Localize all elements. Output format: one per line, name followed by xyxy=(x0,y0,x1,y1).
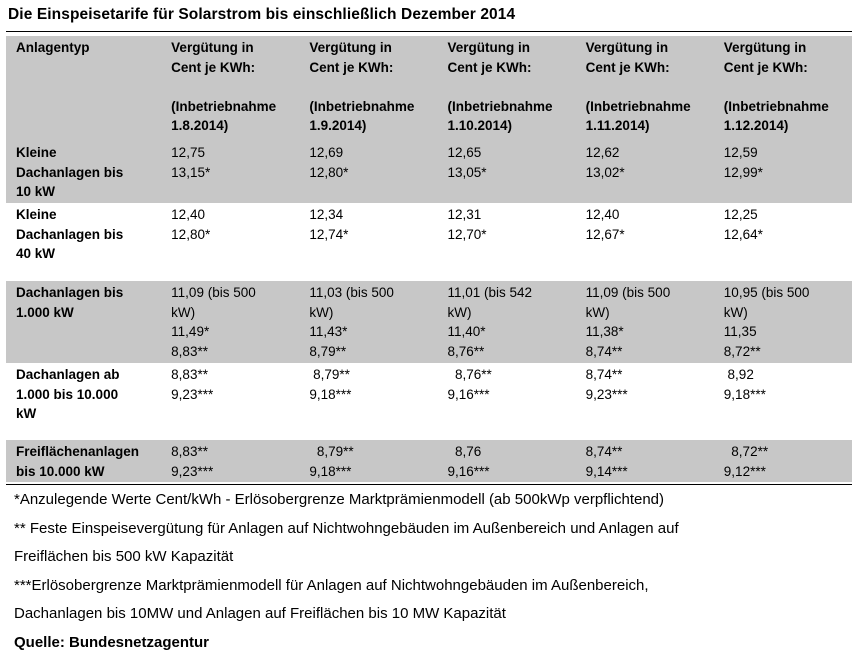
table-cell: 12,34 12,74* xyxy=(309,207,349,242)
row-label-freiflaechen: Freiflächenanlagen bis 10.000 kW xyxy=(16,444,140,479)
table-cell: 11,03 (bis 500 kW) 11,43* 8,79** xyxy=(309,285,394,359)
table-cell: 12,75 13,15* xyxy=(171,145,211,180)
table-cell: 12,65 13,05* xyxy=(447,145,487,180)
table-row xyxy=(6,363,852,440)
table-cell: 12,25 12,64* xyxy=(723,207,763,242)
header-col-sep: Vergütung in Cent je KWh: (Inbetriebnahme 1.9.2014) xyxy=(309,40,415,133)
row-label-kleine-10kw: Kleine Dachanlagen bis 10 kW xyxy=(16,145,124,199)
footnotes xyxy=(14,486,854,658)
page-title: Die Einspeisetarife für Solarstrom bis einschließlich Dezember 2014 xyxy=(8,6,516,23)
row-label-dach-1000kw: Dachanlagen bis 1.000 kW xyxy=(16,285,124,320)
table-cell: 10,95 (bis 500 kW) 11,35 8,72** xyxy=(723,285,810,359)
table-row xyxy=(6,141,852,203)
footnote-3: ***Erlösobergrenze Marktprämienmodell für Anlagen auf Nichtwohngebäuden im Außenbereich, xyxy=(14,576,649,594)
table-cell: 11,09 (bis 500 kW) 11,49* 8,83** xyxy=(171,285,256,359)
header-col-aug: Vergütung in Cent je KWh: (Inbetriebnahme 1.8.2014) xyxy=(171,40,277,133)
row-label-dach-10000kw: Dachanlagen ab 1.000 bis 10.000 kW xyxy=(16,367,120,421)
title-divider xyxy=(6,31,852,32)
table-cell: 12,31 12,70* xyxy=(447,207,487,242)
table-cell: 8,72** 9,12*** xyxy=(723,444,769,479)
source-line: Quelle: Bundesnetzagentur xyxy=(14,633,210,651)
table-cell: 12,59 12,99* xyxy=(723,145,763,180)
table-row xyxy=(6,203,852,281)
table-cell: 11,09 (bis 500 kW) 11,38* 8,74** xyxy=(585,285,671,359)
row-label-kleine-40kw: Kleine Dachanlagen bis 40 kW xyxy=(16,207,124,261)
table-cell: 8,74** 9,23*** xyxy=(585,367,628,402)
table-cell: 8,79** 9,18*** xyxy=(309,367,352,402)
table-cell: 8,79** 9,18*** xyxy=(309,444,354,479)
footnote-3-cont: Dachanlagen bis 10MW und Anlagen auf Freiflächen bis 10 MW Kapazität xyxy=(14,605,506,623)
table-cell: 8,83** 9,23*** xyxy=(171,367,214,402)
header-anlagentyp: Anlagentyp xyxy=(16,40,90,55)
table-bottom-divider xyxy=(6,484,852,485)
table-row xyxy=(6,440,852,482)
table-cell: 8,83** 9,23*** xyxy=(171,444,214,479)
table-cell: 8,76 9,16*** xyxy=(447,444,490,479)
table-cell: 12,62 13,02* xyxy=(585,145,625,180)
header-col-oct: Vergütung in Cent je KWh: (Inbetriebnahme 1.10.2014) xyxy=(447,40,553,133)
table-cell: 8,92 9,18*** xyxy=(723,367,766,402)
footnote-2: ** Feste Einspeisevergütung für Anlagen auf Nichtwohngebäuden im Außenbereich und Anlagen auf xyxy=(14,519,679,537)
table-row xyxy=(6,281,852,363)
tariff-table xyxy=(6,36,852,482)
header-col-dec: Vergütung in Cent je KWh: (Inbetriebnahme 1.12.2014) xyxy=(723,40,829,133)
footnote-1: *Anzulegende Werte Cent/kWh - Erlösobergrenze Marktprämienmodell (ab 500kWp verpflichtend) xyxy=(14,491,665,508)
footnote-2-cont: Freiflächen bis 500 kW Kapazität xyxy=(14,548,234,566)
table-cell: 8,76** 9,16*** xyxy=(447,367,492,402)
header-col-nov: Vergütung in Cent je KWh: (Inbetriebnahme 1.11.2014) xyxy=(585,40,691,133)
table-cell: 11,01 (bis 542 kW) 11,40* 8,76** xyxy=(447,285,533,359)
table-cell: 12,40 12,80* xyxy=(171,207,211,242)
table-header-row xyxy=(6,36,852,141)
table-cell: 12,69 12,80* xyxy=(309,145,349,180)
table-cell: 12,40 12,67* xyxy=(585,207,625,242)
table-cell: 8,74** 9,14*** xyxy=(585,444,628,479)
